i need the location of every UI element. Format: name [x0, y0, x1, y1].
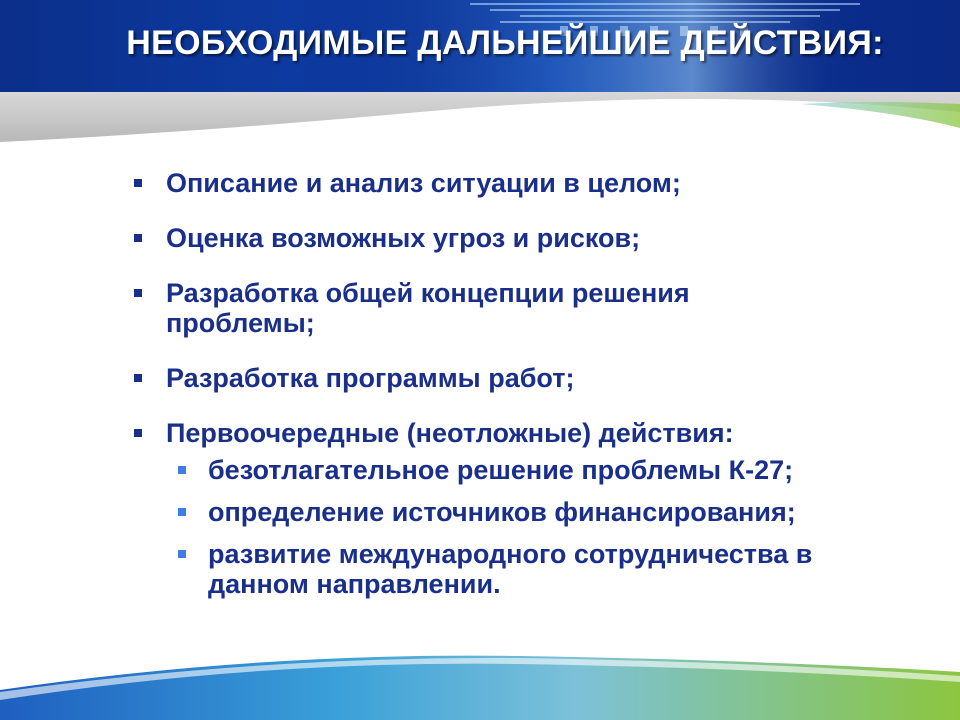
- list-item: [128, 278, 806, 338]
- sub-list-item: [170, 497, 918, 527]
- slide-title: НЕОБХОДИМЫЕ ДАЛЬНЕЙШИЕ ДЕЙСТВИЯ:: [126, 24, 884, 62]
- sub-list-item-text: развитие международного сотрудничества в данном направлении.: [208, 539, 813, 599]
- list-item-text: Описание и анализ ситуации в целом;: [166, 168, 681, 198]
- list-item: [128, 168, 918, 198]
- bullet-list: [128, 168, 918, 611]
- square-bullet-icon: [134, 429, 142, 437]
- right-green-wave: [800, 102, 960, 128]
- list-item: [128, 223, 918, 253]
- list-item: [128, 418, 918, 448]
- list-item: [128, 363, 918, 393]
- square-bullet-icon: [134, 374, 142, 382]
- square-bullet-icon: [134, 179, 142, 187]
- sub-list-item-text: определение источников финансирования;: [208, 497, 796, 527]
- square-sub-bullet-icon: [178, 508, 186, 516]
- sub-list-item: [170, 539, 908, 599]
- list-item-text: Первоочередные (неотложные) действия:: [166, 418, 734, 448]
- list-item-text: Оценка возможных угроз и рисков;: [166, 223, 641, 253]
- square-sub-bullet-icon: [178, 550, 186, 558]
- list-item-text: Разработка программы работ;: [166, 363, 575, 393]
- square-sub-bullet-icon: [178, 466, 186, 474]
- square-bullet-icon: [134, 289, 142, 297]
- sub-list-item: [170, 455, 918, 485]
- square-bullet-icon: [134, 234, 142, 242]
- bottom-wave: [0, 656, 960, 720]
- sub-list-item-text: безотлагательное решение проблемы К-27;: [208, 455, 794, 485]
- list-item-text: Разработка общей концепции решения проблемы;: [166, 278, 690, 338]
- top-gray-wave: [0, 92, 960, 142]
